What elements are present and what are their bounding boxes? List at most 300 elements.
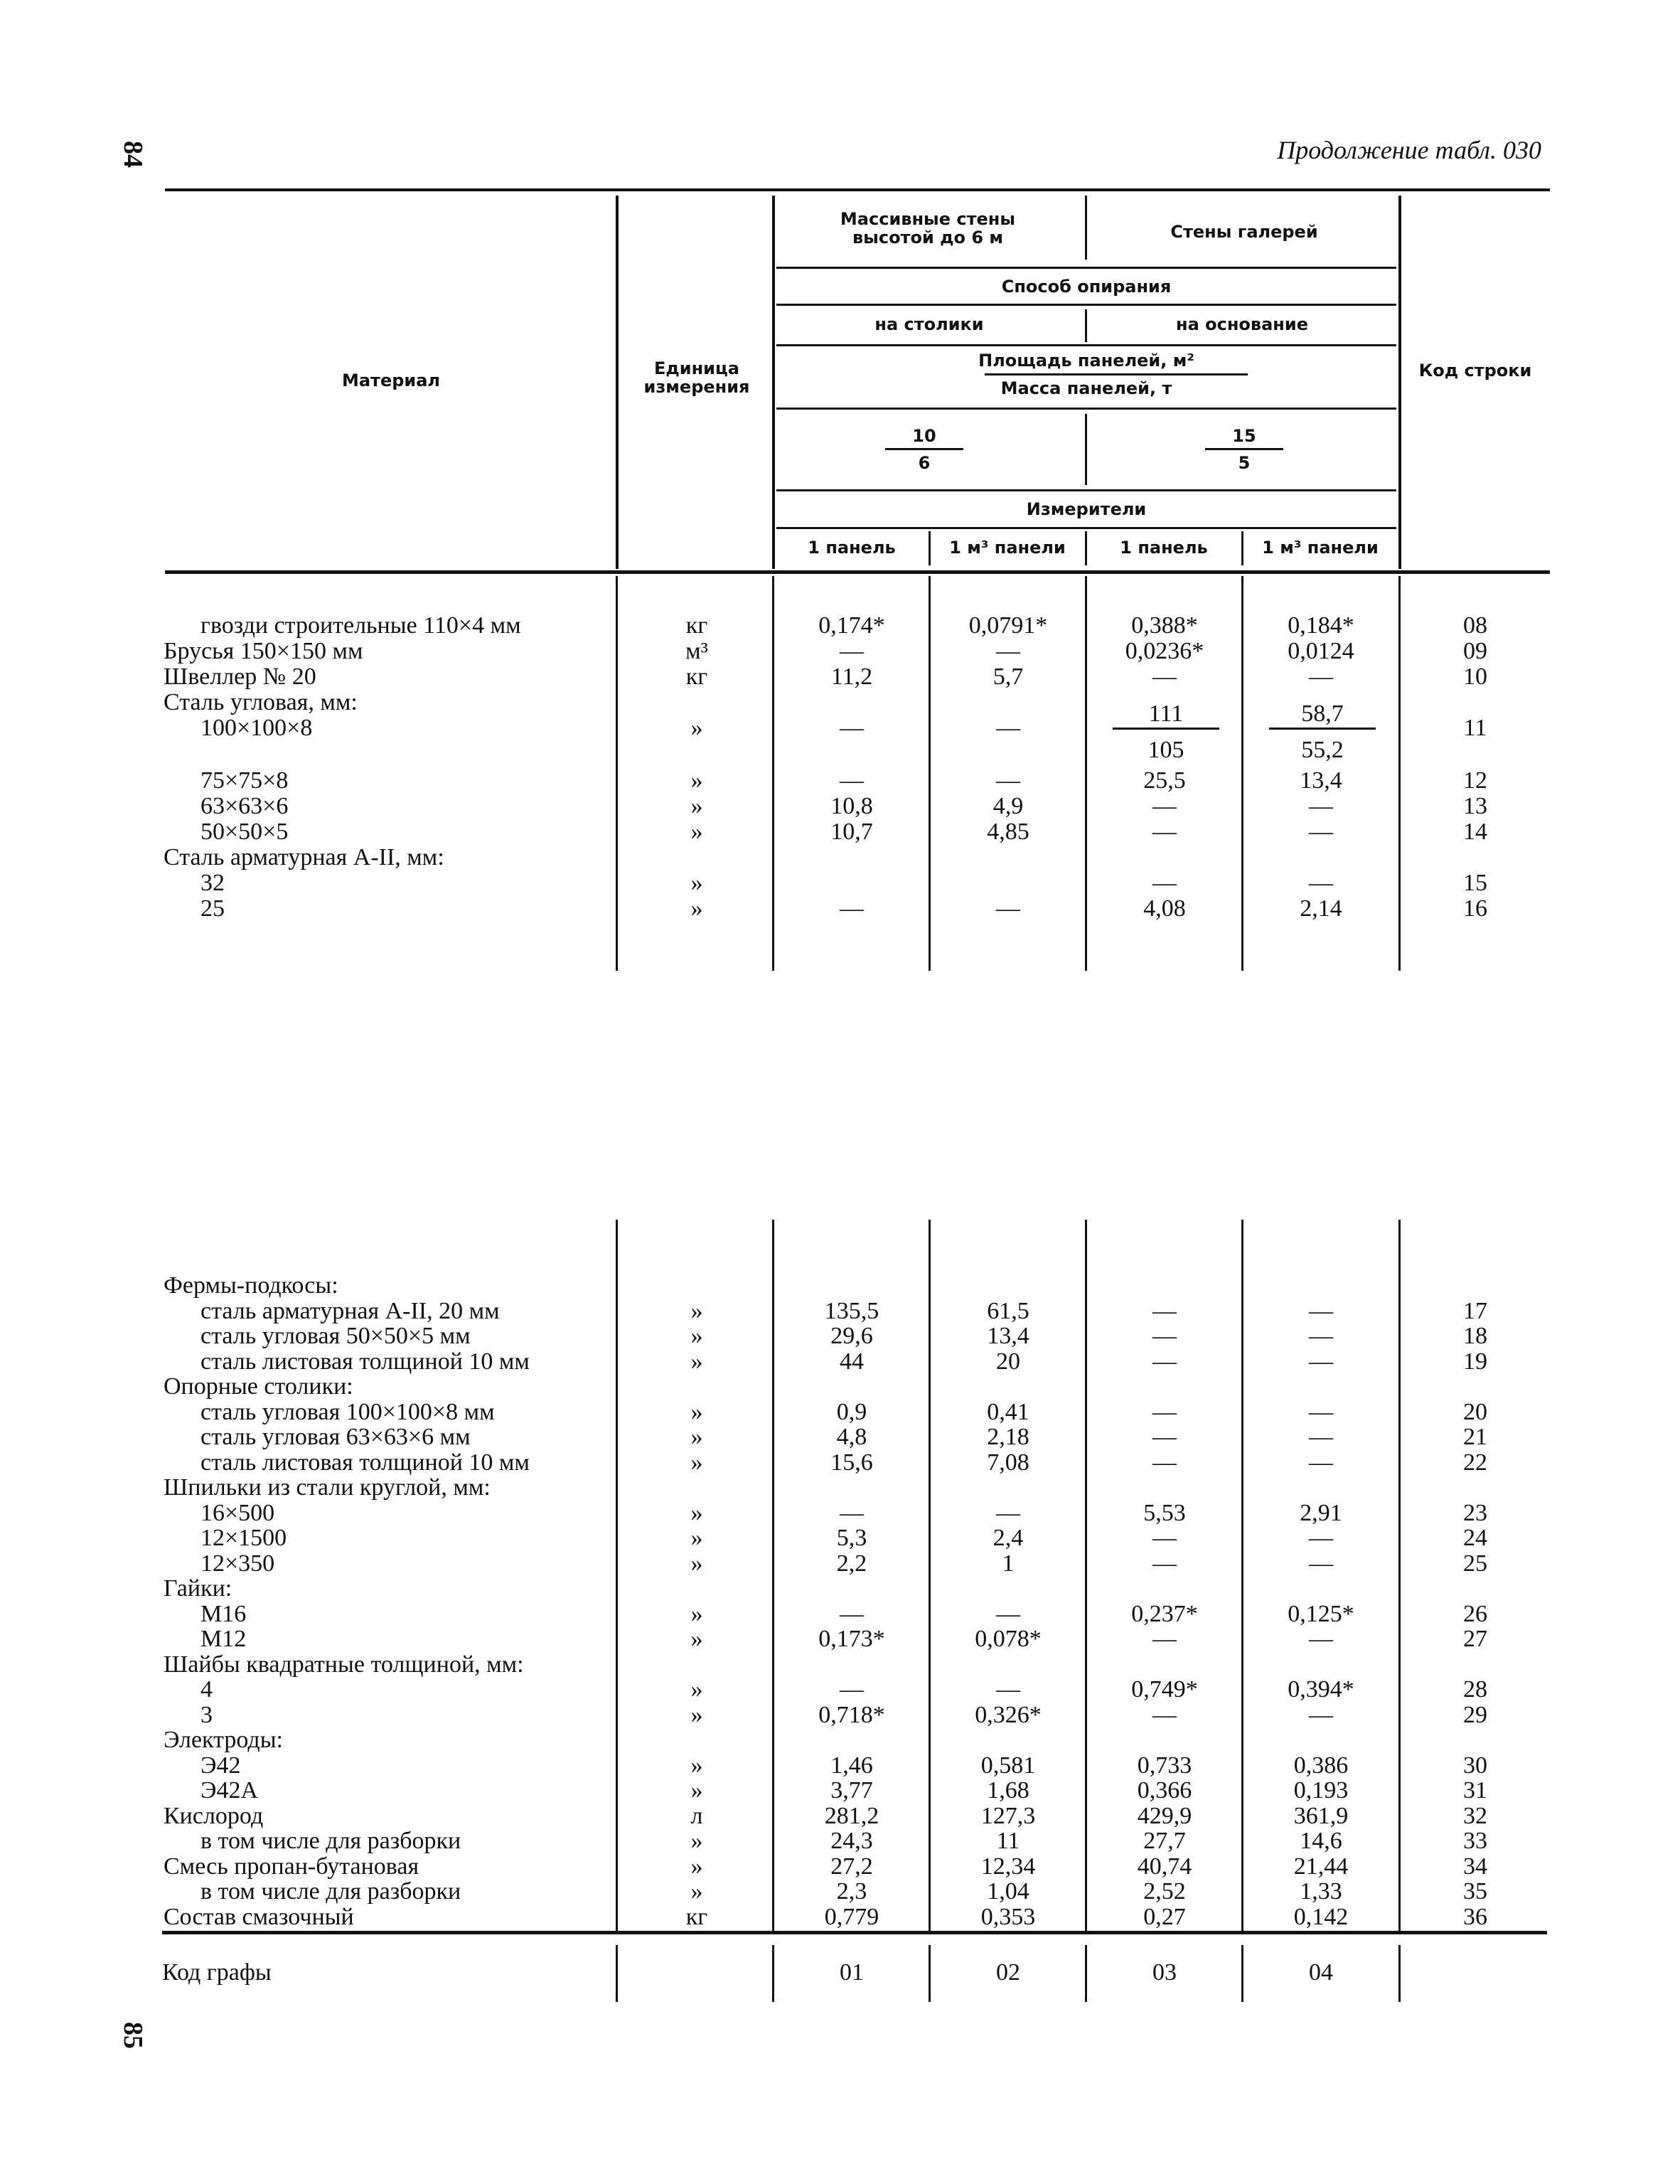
value-col2: — bbox=[996, 1676, 1020, 1703]
table-row bbox=[0, 664, 1680, 690]
material-cell: 32 bbox=[200, 870, 225, 896]
value-col2: 20 bbox=[996, 1348, 1020, 1375]
unit-cell: » bbox=[690, 1676, 703, 1703]
table-caption: Продолжение табл. 030 bbox=[1277, 136, 1541, 164]
value-col4: 0,193 bbox=[1293, 1777, 1349, 1804]
material-cell: в том числе для разборки bbox=[200, 1878, 461, 1905]
header-code: Код строки bbox=[1418, 361, 1532, 380]
value-col4: — bbox=[1309, 1297, 1333, 1324]
value-col1: 10,8 bbox=[830, 793, 873, 819]
row-code-cell: 27 bbox=[1463, 1626, 1487, 1652]
value-col3: 0,749* bbox=[1131, 1676, 1198, 1703]
row-code-cell: 26 bbox=[1463, 1600, 1487, 1627]
header-area: Площадь панелей, м² bbox=[978, 351, 1194, 371]
value-col4: 0,125* bbox=[1288, 1600, 1354, 1627]
header-line-4 bbox=[776, 407, 1396, 410]
row-code-cell: 24 bbox=[1463, 1525, 1487, 1551]
table-row bbox=[0, 1501, 1680, 1526]
material-cell: 4 bbox=[200, 1676, 213, 1703]
table-row bbox=[0, 1450, 1680, 1476]
header-line-5 bbox=[776, 489, 1396, 491]
footer-rule-4 bbox=[1085, 1945, 1087, 2002]
value-col4: — bbox=[1309, 870, 1333, 896]
value-col3: — bbox=[1152, 664, 1177, 690]
material-cell: сталь угловая 63×63×6 мм bbox=[200, 1424, 471, 1450]
row-code-cell: 09 bbox=[1463, 638, 1487, 664]
value-col1: 11,2 bbox=[830, 664, 873, 690]
table-row bbox=[0, 1299, 1680, 1324]
header-group-gallery: Стены галерей bbox=[1170, 222, 1318, 242]
value-col2: 0,078* bbox=[975, 1626, 1042, 1652]
row-code-cell: 19 bbox=[1463, 1348, 1487, 1375]
unit-cell: » bbox=[690, 1398, 703, 1425]
value-col1: 2,3 bbox=[836, 1878, 867, 1905]
table-row bbox=[0, 1525, 1680, 1551]
material-cell: М16 bbox=[200, 1600, 247, 1627]
value-col3: — bbox=[1152, 1525, 1177, 1551]
unit-cell: м³ bbox=[685, 638, 708, 664]
value-col3: — bbox=[1152, 1449, 1177, 1476]
table-row bbox=[0, 845, 1680, 870]
header-sub-col2: 1 м³ панели bbox=[949, 538, 1066, 558]
table-row bbox=[0, 690, 1680, 715]
material-cell: 12×1500 bbox=[200, 1525, 287, 1551]
value-col4: — bbox=[1309, 1626, 1333, 1652]
header-divider-unit bbox=[616, 196, 619, 569]
value-col1: 3,77 bbox=[830, 1777, 873, 1804]
unit-cell: » bbox=[690, 1297, 703, 1324]
footer-rule-2 bbox=[772, 1945, 774, 2002]
row-code-cell: 28 bbox=[1463, 1676, 1487, 1703]
row-code-cell: 20 bbox=[1463, 1398, 1487, 1425]
header-unit: Единица измерения bbox=[643, 358, 750, 398]
value-col3: — bbox=[1152, 1348, 1177, 1375]
unit-cell: кг bbox=[685, 664, 708, 690]
value-col1: 0,9 bbox=[836, 1398, 867, 1425]
value-col1: — bbox=[840, 1600, 864, 1627]
value-col1: 10,7 bbox=[830, 819, 873, 845]
header-bottom-rule bbox=[165, 570, 1550, 574]
value-col1: 0,173* bbox=[818, 1626, 885, 1652]
page-number-bottom: 85 bbox=[118, 2022, 148, 2049]
value-col1: 0,779 bbox=[824, 1903, 879, 1930]
value-col4: 361,9 bbox=[1293, 1802, 1349, 1829]
table-row bbox=[0, 870, 1680, 896]
table-row bbox=[0, 1753, 1680, 1779]
value-col3: 5,53 bbox=[1143, 1499, 1186, 1526]
header-divider-support bbox=[1085, 309, 1087, 342]
row-code-cell: 36 bbox=[1463, 1903, 1487, 1930]
footer-label: Код графы bbox=[162, 1959, 272, 1986]
value-col3: 0,366 bbox=[1137, 1777, 1192, 1804]
table-row bbox=[0, 715, 1680, 741]
material-cell: в том числе для разборки bbox=[200, 1828, 461, 1854]
header-frac2-num: 15 bbox=[1232, 426, 1256, 446]
value-col3: 40,74 bbox=[1137, 1853, 1192, 1880]
value-col4: — bbox=[1309, 1398, 1333, 1425]
table-row bbox=[0, 1626, 1680, 1652]
value-col4: — bbox=[1309, 1550, 1333, 1577]
table-row bbox=[0, 896, 1680, 922]
header-sub-col1: 1 панель bbox=[808, 538, 896, 558]
value-col2: — bbox=[996, 895, 1020, 922]
header-line-2 bbox=[776, 304, 1396, 306]
table-row bbox=[0, 1854, 1680, 1880]
value-col4: — bbox=[1309, 819, 1333, 845]
unit-cell: » bbox=[690, 1777, 703, 1804]
value-col4: — bbox=[1309, 664, 1333, 690]
table-row bbox=[0, 1400, 1680, 1425]
value-col2: 0,41 bbox=[987, 1398, 1029, 1425]
footer-rule-6 bbox=[1398, 1945, 1401, 2002]
header-support-base: на основание bbox=[1176, 314, 1308, 334]
material-cell: Гайки: bbox=[164, 1575, 232, 1602]
value-col2: 0,581 bbox=[980, 1752, 1036, 1779]
value-col2: 1,04 bbox=[987, 1878, 1029, 1905]
value-col1: 1,46 bbox=[830, 1752, 873, 1779]
value-col1: 135,5 bbox=[824, 1297, 879, 1324]
header-divider-fracs bbox=[1085, 414, 1087, 485]
table-row bbox=[0, 1551, 1680, 1577]
value-col1: — bbox=[840, 895, 864, 922]
row-code-cell: 12 bbox=[1463, 767, 1487, 794]
material-cell: Брусья 150×150 мм bbox=[164, 638, 363, 664]
unit-cell: » bbox=[690, 1449, 703, 1476]
header-sub-col3: 1 панель bbox=[1120, 538, 1208, 558]
value-col2: 7,08 bbox=[987, 1449, 1029, 1476]
value-col3: — bbox=[1152, 819, 1177, 845]
table-row bbox=[0, 794, 1680, 819]
table-row bbox=[0, 1905, 1680, 1930]
value-col2: 12,34 bbox=[980, 1853, 1036, 1880]
value-col3: — bbox=[1152, 870, 1177, 896]
value-col1: 0,174* bbox=[818, 612, 885, 639]
table-row bbox=[0, 1349, 1680, 1375]
table-row bbox=[0, 1475, 1680, 1501]
value-col1: — bbox=[840, 1499, 864, 1526]
row-code-cell: 33 bbox=[1463, 1828, 1487, 1854]
header-divider-sub23 bbox=[1085, 531, 1087, 565]
value-col2: 0,326* bbox=[975, 1701, 1042, 1728]
value-col2: 0,353 bbox=[980, 1903, 1036, 1930]
value-col3: 25,5 bbox=[1143, 767, 1186, 794]
row-code-cell: 34 bbox=[1463, 1853, 1487, 1880]
unit-cell: кг bbox=[685, 612, 708, 639]
material-cell: Опорные столики: bbox=[164, 1373, 353, 1400]
value-col4: 0,0124 bbox=[1288, 638, 1354, 664]
row11-col3-fraction bbox=[1113, 701, 1219, 764]
material-cell: Состав смазочный bbox=[164, 1903, 354, 1930]
row11-col4-area: 58,7 bbox=[1269, 701, 1376, 730]
material-cell: Швеллер № 20 bbox=[164, 664, 316, 690]
value-col1: 5,3 bbox=[836, 1525, 867, 1551]
row-code-cell: 32 bbox=[1463, 1802, 1487, 1829]
value-col3: 0,0236* bbox=[1125, 638, 1204, 664]
header-divider-code bbox=[1398, 196, 1401, 569]
row11-col3-mass: 105 bbox=[1147, 737, 1184, 763]
row-code-cell: 35 bbox=[1463, 1878, 1487, 1905]
value-col2: 13,4 bbox=[987, 1323, 1029, 1349]
row-code-cell: 22 bbox=[1463, 1449, 1487, 1476]
row-code-cell: 17 bbox=[1463, 1297, 1487, 1324]
material-cell: сталь угловая 100×100×8 мм bbox=[200, 1398, 495, 1425]
value-col2: — bbox=[996, 638, 1020, 664]
table-row bbox=[0, 1703, 1680, 1728]
material-cell: Э42 bbox=[200, 1752, 241, 1779]
unit-cell: » bbox=[690, 1424, 703, 1450]
material-cell: 3 bbox=[200, 1701, 213, 1728]
value-col4: 1,33 bbox=[1300, 1878, 1342, 1905]
table-row bbox=[0, 613, 1680, 639]
row11-col4-mass: 55,2 bbox=[1301, 737, 1344, 763]
value-col4: — bbox=[1309, 1323, 1333, 1349]
value-col4: 0,184* bbox=[1288, 612, 1354, 639]
header-meters: Измерители bbox=[1026, 499, 1147, 519]
header-frac1-bar bbox=[885, 448, 963, 450]
header-divider-sub12 bbox=[929, 531, 931, 565]
value-col3: 0,733 bbox=[1137, 1752, 1192, 1779]
value-col4: — bbox=[1309, 1701, 1333, 1728]
table-row bbox=[0, 639, 1680, 664]
table-row bbox=[0, 1424, 1680, 1450]
row-code-cell: 08 bbox=[1463, 612, 1487, 639]
value-col3: — bbox=[1152, 1323, 1177, 1349]
value-col2: 127,3 bbox=[980, 1802, 1036, 1829]
header-frac1-num: 10 bbox=[912, 426, 936, 446]
value-col3: 0,27 bbox=[1143, 1903, 1186, 1930]
row-code-cell: 23 bbox=[1463, 1499, 1487, 1526]
row-code-cell: 14 bbox=[1463, 819, 1487, 845]
material-cell: Фермы-подкосы: bbox=[164, 1272, 338, 1299]
value-col1: 0,718* bbox=[818, 1701, 885, 1728]
material-cell: Э42А bbox=[200, 1777, 258, 1804]
value-col3: — bbox=[1152, 1297, 1177, 1324]
row-code-cell: 21 bbox=[1463, 1424, 1487, 1450]
material-cell: сталь угловая 50×50×5 мм bbox=[200, 1323, 471, 1349]
value-col2: 2,18 bbox=[987, 1424, 1029, 1450]
header-group-massive: Массивные стены высотой до 6 м bbox=[840, 209, 1016, 248]
unit-cell: » bbox=[690, 819, 703, 845]
value-col4: — bbox=[1309, 1424, 1333, 1450]
material-cell: 25 bbox=[200, 895, 225, 922]
table-row bbox=[0, 1828, 1680, 1854]
value-col4: 21,44 bbox=[1293, 1853, 1349, 1880]
value-col2: 5,7 bbox=[993, 664, 1024, 690]
row-code-cell: 29 bbox=[1463, 1701, 1487, 1728]
value-col2: 2,4 bbox=[993, 1525, 1024, 1551]
footer-col2: 02 bbox=[996, 1959, 1020, 1986]
value-col1: 27,2 bbox=[830, 1853, 873, 1880]
value-col3: — bbox=[1152, 793, 1177, 819]
value-col4: — bbox=[1309, 793, 1333, 819]
value-col3: — bbox=[1152, 1701, 1177, 1728]
value-col1: — bbox=[840, 1676, 864, 1703]
value-col4: — bbox=[1309, 1525, 1333, 1551]
material-cell: Шпильки из стали круглой, мм: bbox=[164, 1474, 491, 1501]
value-col1: — bbox=[840, 767, 864, 794]
footer-rule-3 bbox=[929, 1945, 931, 2002]
unit-cell: л bbox=[690, 1802, 703, 1829]
value-col4: 2,14 bbox=[1300, 895, 1342, 922]
table-row bbox=[0, 1778, 1680, 1804]
table-row bbox=[0, 1602, 1680, 1627]
value-col2: 1,68 bbox=[987, 1777, 1029, 1804]
page-number-top: 84 bbox=[118, 141, 148, 168]
unit-cell: кг bbox=[685, 1903, 708, 1930]
footer-col1: 01 bbox=[840, 1959, 864, 1986]
material-cell: Сталь арматурная А-II, мм: bbox=[164, 844, 444, 870]
unit-cell: » bbox=[690, 1701, 703, 1728]
unit-cell: » bbox=[690, 1752, 703, 1779]
footer-col4: 04 bbox=[1309, 1959, 1333, 1986]
material-cell: 50×50×5 bbox=[200, 819, 289, 845]
value-col1: — bbox=[840, 715, 864, 741]
value-col2: — bbox=[996, 767, 1020, 794]
value-col2: 61,5 bbox=[987, 1297, 1029, 1324]
row-code-cell: 18 bbox=[1463, 1323, 1487, 1349]
value-col4: 0,394* bbox=[1288, 1676, 1354, 1703]
value-col4: 0,142 bbox=[1293, 1903, 1349, 1930]
table-row bbox=[0, 1323, 1680, 1349]
row-code-cell: 10 bbox=[1463, 664, 1487, 690]
value-col2: 4,9 bbox=[993, 793, 1024, 819]
table-row bbox=[0, 768, 1680, 794]
value-col3: 4,08 bbox=[1143, 895, 1186, 922]
unit-cell: » bbox=[690, 1828, 703, 1854]
material-cell: 12×350 bbox=[200, 1550, 275, 1577]
value-col3: — bbox=[1152, 1550, 1177, 1577]
unit-cell: » bbox=[690, 1600, 703, 1627]
value-col1: 44 bbox=[840, 1348, 864, 1375]
value-col4: 0,386 bbox=[1293, 1752, 1349, 1779]
value-col2: — bbox=[996, 715, 1020, 741]
header-frac1-den: 6 bbox=[918, 453, 931, 473]
header-divider-values bbox=[772, 196, 775, 569]
table-row bbox=[0, 1879, 1680, 1905]
unit-cell: » bbox=[690, 1550, 703, 1577]
header-support-method: Способ опирания bbox=[1001, 277, 1172, 297]
material-cell: Шайбы квадратные толщиной, мм: bbox=[164, 1651, 524, 1678]
value-col3: 27,7 bbox=[1143, 1828, 1186, 1854]
footer-rule-5 bbox=[1241, 1945, 1243, 2002]
value-col1: — bbox=[840, 638, 864, 664]
row11-col4-fraction bbox=[1269, 701, 1376, 764]
material-cell: Сталь угловая, мм: bbox=[164, 689, 358, 715]
material-cell: 75×75×8 bbox=[200, 767, 289, 794]
row-code-cell: 11 bbox=[1463, 715, 1487, 741]
unit-cell: » bbox=[690, 793, 703, 819]
value-col1: 4,8 bbox=[836, 1424, 867, 1450]
header-divider-sub34 bbox=[1241, 531, 1243, 565]
unit-cell: » bbox=[690, 767, 703, 794]
footer-col3: 03 bbox=[1152, 1959, 1177, 1986]
header-sub-col4: 1 м³ панели bbox=[1262, 538, 1379, 558]
table-row bbox=[0, 1374, 1680, 1400]
value-col1: 281,2 bbox=[824, 1802, 879, 1829]
value-col2: — bbox=[996, 1600, 1020, 1627]
header-frac2-bar bbox=[1205, 448, 1283, 450]
value-col3: — bbox=[1152, 1398, 1177, 1425]
header-line-1 bbox=[776, 267, 1396, 269]
material-cell: сталь арматурная А-II, 20 мм bbox=[200, 1297, 500, 1324]
value-col3: — bbox=[1152, 1424, 1177, 1450]
row-code-cell: 16 bbox=[1463, 895, 1487, 922]
header-line-6 bbox=[776, 527, 1396, 529]
header-material: Материал bbox=[341, 371, 441, 390]
material-cell: Электроды: bbox=[164, 1727, 284, 1753]
unit-cell: » bbox=[690, 1626, 703, 1652]
value-col2: 4,85 bbox=[987, 819, 1029, 845]
table-row bbox=[0, 1677, 1680, 1703]
value-col3: 429,9 bbox=[1137, 1802, 1192, 1829]
header-line-3 bbox=[776, 344, 1396, 346]
value-col1: 24,3 bbox=[830, 1828, 873, 1854]
row-code-cell: 25 bbox=[1463, 1550, 1487, 1577]
header-frac2-den: 5 bbox=[1238, 453, 1251, 473]
value-col4: 13,4 bbox=[1300, 767, 1342, 794]
value-col1: 2,2 bbox=[836, 1550, 867, 1577]
unit-cell: » bbox=[690, 1323, 703, 1349]
footer-rule-1 bbox=[616, 1945, 618, 2002]
value-col2: 11 bbox=[996, 1828, 1020, 1854]
value-col4: — bbox=[1309, 1449, 1333, 1476]
header-line-area-mass bbox=[985, 373, 1248, 375]
unit-cell: » bbox=[690, 1878, 703, 1905]
unit-cell: » bbox=[690, 1348, 703, 1375]
unit-cell: » bbox=[690, 870, 703, 896]
table-row bbox=[0, 1804, 1680, 1829]
unit-cell: » bbox=[690, 1525, 703, 1551]
value-col4: 2,91 bbox=[1300, 1499, 1342, 1526]
value-col3: 2,52 bbox=[1143, 1878, 1186, 1905]
material-cell: Смесь пропан-бутановая bbox=[164, 1853, 419, 1880]
material-cell: Кислород bbox=[164, 1802, 264, 1829]
material-cell: 63×63×6 bbox=[200, 793, 289, 819]
row-code-cell: 30 bbox=[1463, 1752, 1487, 1779]
material-cell: сталь листовая толщиной 10 мм bbox=[200, 1348, 530, 1375]
material-cell: гвозди строительные 110×4 мм bbox=[200, 612, 521, 639]
value-col1: 29,6 bbox=[830, 1323, 873, 1349]
material-cell: сталь листовая толщиной 10 мм bbox=[200, 1449, 530, 1476]
value-col2: 0,0791* bbox=[968, 612, 1048, 639]
value-col4: 14,6 bbox=[1300, 1828, 1342, 1854]
table-row bbox=[0, 1727, 1680, 1753]
unit-cell: » bbox=[690, 1853, 703, 1880]
unit-cell: » bbox=[690, 715, 703, 741]
value-col2: 1 bbox=[1002, 1550, 1015, 1577]
row11-col3-area: 111 bbox=[1113, 701, 1219, 730]
header-top-rule bbox=[165, 188, 1550, 191]
unit-cell: » bbox=[690, 1499, 703, 1526]
table-row bbox=[0, 1652, 1680, 1678]
value-col3: 0,237* bbox=[1131, 1600, 1198, 1627]
header-mass: Масса панелей, т bbox=[1000, 378, 1172, 398]
table-row bbox=[0, 1273, 1680, 1299]
header-divider-groups bbox=[1085, 196, 1087, 260]
material-cell: 100×100×8 bbox=[200, 715, 313, 741]
value-col1: 15,6 bbox=[830, 1449, 873, 1476]
row-code-cell: 31 bbox=[1463, 1777, 1487, 1804]
table-row bbox=[0, 819, 1680, 845]
value-col3: — bbox=[1152, 1626, 1177, 1652]
value-col2: — bbox=[996, 1499, 1020, 1526]
value-col3: 0,388* bbox=[1131, 612, 1198, 639]
row-code-cell: 15 bbox=[1463, 870, 1487, 896]
header-support-tables: на столики bbox=[874, 314, 984, 334]
value-col4: — bbox=[1309, 1348, 1333, 1375]
footer-top-rule bbox=[162, 1931, 1547, 1934]
material-cell: М12 bbox=[200, 1626, 247, 1652]
